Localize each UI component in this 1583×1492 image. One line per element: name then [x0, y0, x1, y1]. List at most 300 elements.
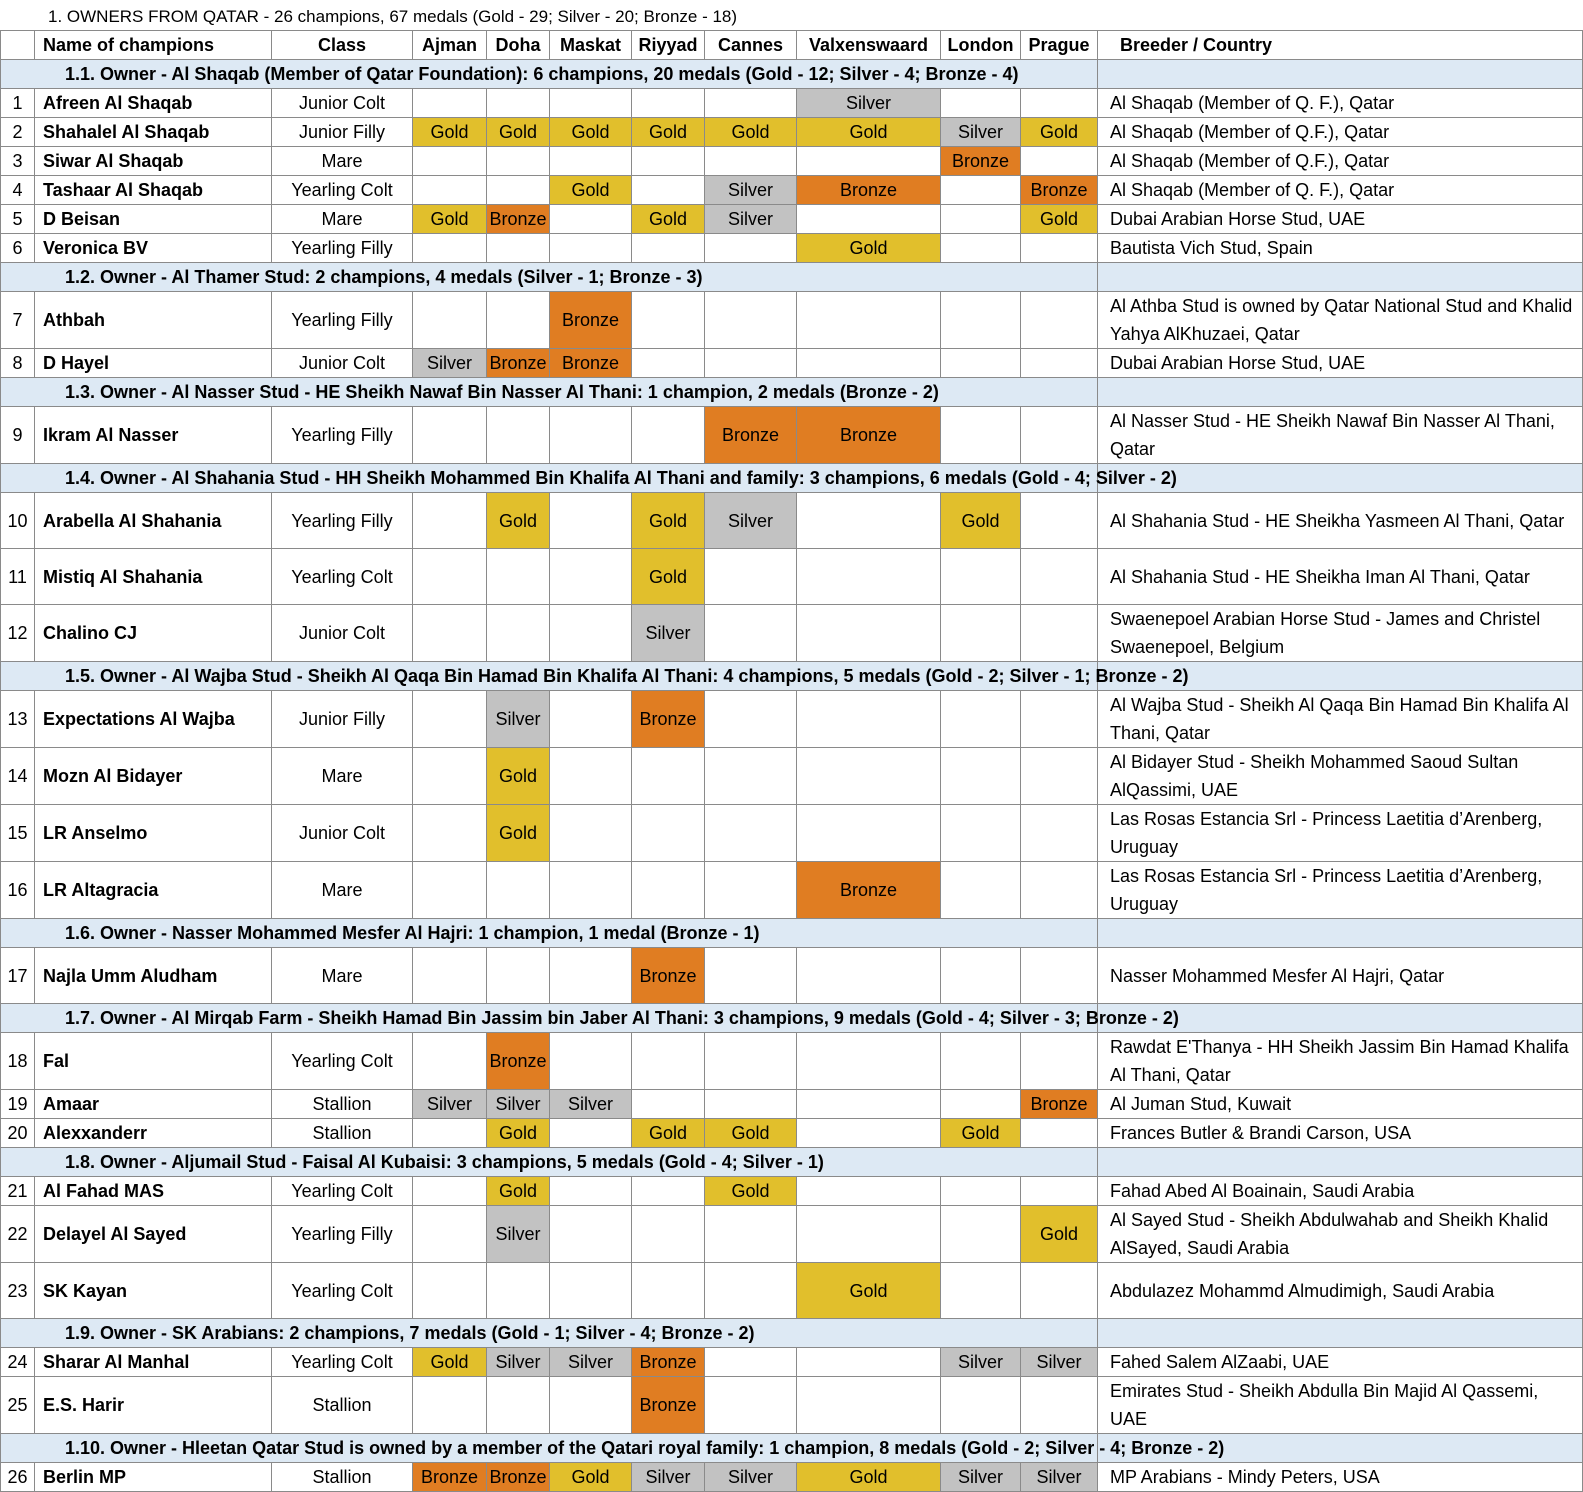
- champion-name: Berlin MP: [35, 1463, 272, 1492]
- table-row: [1, 89, 1583, 118]
- medal-cell-doha: [487, 1377, 550, 1434]
- medal-cell-maskat: [550, 1206, 632, 1263]
- medal-cell-doha: Bronze: [487, 1463, 550, 1492]
- champion-class: Mare: [272, 748, 413, 805]
- table-row: [1, 1206, 1583, 1263]
- table-row: [1, 1177, 1583, 1206]
- medal-cell-maskat: [550, 493, 632, 549]
- section-title: 1.9. Owner - SK Arabians: 2 champions, 7 medals (Gold - 1; Silver - 4; Bronze - 2): [1, 1319, 1098, 1348]
- medal-cell-london: Bronze: [941, 147, 1021, 176]
- medal-cell-ajman: [413, 948, 487, 1004]
- medal-cell-valxenswaard: Gold: [797, 1463, 941, 1492]
- medal-cell-riyyad: Bronze: [632, 691, 705, 748]
- medal-cell-doha: Silver: [487, 1090, 550, 1119]
- medal-cell-doha: Bronze: [487, 205, 550, 234]
- medal-cell-cannes: Silver: [705, 493, 797, 549]
- section-breeder-empty: [1098, 60, 1583, 89]
- row-number: 23: [1, 1263, 35, 1319]
- section-header: [1, 919, 1583, 948]
- medal-cell-prague: [1021, 605, 1098, 662]
- medal-cell-cannes: Bronze: [705, 407, 797, 464]
- section-header: [1, 378, 1583, 407]
- breeder-country: Al Shahania Stud - HE Sheikha Iman Al Thani, Qatar: [1098, 549, 1583, 605]
- medal-cell-prague: [1021, 948, 1098, 1004]
- medal-cell-maskat: [550, 862, 632, 919]
- medal-cell-london: Gold: [941, 1119, 1021, 1148]
- medal-cell-doha: [487, 1263, 550, 1319]
- breeder-country: Al Shahania Stud - HE Sheikha Yasmeen Al Thani, Qatar: [1098, 493, 1583, 549]
- medal-cell-maskat: Gold: [550, 118, 632, 147]
- breeder-country: Fahad Abed Al Boainain, Saudi Arabia: [1098, 1177, 1583, 1206]
- champion-class: Junior Colt: [272, 349, 413, 378]
- medal-cell-ajman: [413, 493, 487, 549]
- medal-cell-london: [941, 1177, 1021, 1206]
- row-number: 19: [1, 1090, 35, 1119]
- medal-cell-doha: [487, 234, 550, 263]
- medal-cell-valxenswaard: [797, 805, 941, 862]
- row-number: 26: [1, 1463, 35, 1492]
- row-number: 4: [1, 176, 35, 205]
- medal-cell-doha: [487, 176, 550, 205]
- medal-cell-maskat: [550, 1263, 632, 1319]
- champion-class: Junior Filly: [272, 691, 413, 748]
- medal-cell-valxenswaard: Gold: [797, 118, 941, 147]
- medal-cell-doha: Silver: [487, 1206, 550, 1263]
- medal-cell-maskat: [550, 147, 632, 176]
- champion-class: Stallion: [272, 1463, 413, 1492]
- medal-cell-doha: [487, 89, 550, 118]
- medal-cell-valxenswaard: [797, 1033, 941, 1090]
- header-show-cannes: Cannes: [705, 31, 797, 60]
- header-breeder: Breeder / Country: [1098, 31, 1583, 60]
- section-breeder-empty: [1098, 919, 1583, 948]
- medal-cell-ajman: [413, 1119, 487, 1148]
- medal-cell-london: [941, 549, 1021, 605]
- table-row: [1, 205, 1583, 234]
- section-title: 1.5. Owner - Al Wajba Stud - Sheikh Al Qaqa Bin Hamad Bin Khalifa Al Thani: 4 champions, 5 medals (Gold - 2; Silver - 1; Bronze - 2): [1, 662, 1098, 691]
- row-number: 16: [1, 862, 35, 919]
- breeder-country: Fahed Salem AlZaabi, UAE: [1098, 1348, 1583, 1377]
- medal-cell-prague: [1021, 1119, 1098, 1148]
- medal-cell-valxenswaard: [797, 1119, 941, 1148]
- medal-cell-valxenswaard: [797, 493, 941, 549]
- section-header: [1, 263, 1583, 292]
- table-row: [1, 862, 1583, 919]
- medal-cell-cannes: [705, 349, 797, 378]
- medal-cell-prague: Gold: [1021, 118, 1098, 147]
- medal-cell-london: Silver: [941, 118, 1021, 147]
- table-row: [1, 948, 1583, 1004]
- medal-cell-prague: [1021, 805, 1098, 862]
- row-number: 11: [1, 549, 35, 605]
- breeder-country: Al Shaqab (Member of Q.F.), Qatar: [1098, 118, 1583, 147]
- medal-cell-maskat: Silver: [550, 1090, 632, 1119]
- medal-cell-cannes: [705, 748, 797, 805]
- champion-name: Tashaar Al Shaqab: [35, 176, 272, 205]
- champion-class: Yearling Colt: [272, 1263, 413, 1319]
- row-number: 25: [1, 1377, 35, 1434]
- medal-cell-riyyad: [632, 176, 705, 205]
- medal-cell-london: [941, 748, 1021, 805]
- medal-cell-valxenswaard: [797, 349, 941, 378]
- medal-cell-london: Silver: [941, 1463, 1021, 1492]
- medal-cell-valxenswaard: Bronze: [797, 862, 941, 919]
- medal-cell-maskat: [550, 1119, 632, 1148]
- row-number: 12: [1, 605, 35, 662]
- medal-cell-doha: Gold: [487, 118, 550, 147]
- breeder-country: Al Wajba Stud - Sheikh Al Qaqa Bin Hamad Bin Khalifa Al Thani, Qatar: [1098, 691, 1583, 748]
- champion-class: Yearling Filly: [272, 234, 413, 263]
- section-breeder-empty: [1098, 263, 1583, 292]
- champion-name: Ikram Al Nasser: [35, 407, 272, 464]
- header-show-valxenswaard: Valxenswaard: [797, 31, 941, 60]
- row-number: 18: [1, 1033, 35, 1090]
- medal-cell-london: [941, 691, 1021, 748]
- medal-cell-doha: Gold: [487, 748, 550, 805]
- medal-cell-london: [941, 1377, 1021, 1434]
- medal-cell-doha: Bronze: [487, 349, 550, 378]
- medal-cell-prague: [1021, 748, 1098, 805]
- medal-cell-doha: Gold: [487, 493, 550, 549]
- table-row: [1, 292, 1583, 349]
- medal-cell-valxenswaard: [797, 292, 941, 349]
- medal-cell-ajman: [413, 1206, 487, 1263]
- medal-cell-prague: [1021, 549, 1098, 605]
- row-number: 10: [1, 493, 35, 549]
- table-row: [1, 1119, 1583, 1148]
- medal-cell-cannes: [705, 691, 797, 748]
- medal-cell-prague: [1021, 407, 1098, 464]
- champion-class: Yearling Colt: [272, 1348, 413, 1377]
- breeder-country: Dubai Arabian Horse Stud, UAE: [1098, 205, 1583, 234]
- header-show-prague: Prague: [1021, 31, 1098, 60]
- medal-cell-ajman: [413, 748, 487, 805]
- table-row: [1, 493, 1583, 549]
- section-breeder-empty: [1098, 378, 1583, 407]
- table-row: [1, 1090, 1583, 1119]
- medal-cell-cannes: [705, 805, 797, 862]
- row-number: 5: [1, 205, 35, 234]
- medal-cell-riyyad: [632, 292, 705, 349]
- champion-name: D Beisan: [35, 205, 272, 234]
- medal-cell-riyyad: [632, 1263, 705, 1319]
- medal-cell-london: [941, 292, 1021, 349]
- champions-table: [0, 30, 1583, 1492]
- row-number: 9: [1, 407, 35, 464]
- medal-cell-cannes: [705, 89, 797, 118]
- medal-cell-prague: [1021, 691, 1098, 748]
- medal-cell-prague: Silver: [1021, 1348, 1098, 1377]
- medal-cell-maskat: [550, 605, 632, 662]
- section-title: 1.4. Owner - Al Shahania Stud - HH Sheikh Mohammed Bin Khalifa Al Thani and family: 3 champions, 6 medals (Gold - 4; Silver - 2): [1, 464, 1098, 493]
- medal-cell-cannes: [705, 605, 797, 662]
- breeder-country: Bautista Vich Stud, Spain: [1098, 234, 1583, 263]
- section-header: [1, 1434, 1583, 1463]
- header-name: Name of champions: [35, 31, 272, 60]
- medal-cell-riyyad: [632, 1177, 705, 1206]
- medal-cell-ajman: Gold: [413, 1348, 487, 1377]
- medal-cell-riyyad: [632, 748, 705, 805]
- medal-cell-valxenswaard: Bronze: [797, 176, 941, 205]
- medal-cell-riyyad: [632, 147, 705, 176]
- row-number: 6: [1, 234, 35, 263]
- medal-cell-doha: Gold: [487, 1177, 550, 1206]
- medal-cell-prague: [1021, 147, 1098, 176]
- medal-cell-valxenswaard: [797, 948, 941, 1004]
- section-title: 1.3. Owner - Al Nasser Stud - HE Sheikh Nawaf Bin Nasser Al Thani: 1 champion, 2 medals (Bronze - 2): [1, 378, 1098, 407]
- medal-cell-prague: [1021, 292, 1098, 349]
- table-row: [1, 1377, 1583, 1434]
- medal-cell-maskat: [550, 549, 632, 605]
- medal-cell-maskat: [550, 205, 632, 234]
- champion-class: Yearling Colt: [272, 176, 413, 205]
- champion-name: Shahalel Al Shaqab: [35, 118, 272, 147]
- row-number: 15: [1, 805, 35, 862]
- section-header: [1, 464, 1583, 493]
- medal-cell-ajman: [413, 549, 487, 605]
- champion-class: Junior Filly: [272, 118, 413, 147]
- medal-cell-cannes: [705, 147, 797, 176]
- medal-cell-valxenswaard: [797, 691, 941, 748]
- medal-cell-riyyad: [632, 89, 705, 118]
- medal-cell-london: [941, 349, 1021, 378]
- medal-cell-cannes: [705, 1206, 797, 1263]
- medal-cell-maskat: Silver: [550, 1348, 632, 1377]
- medal-cell-london: [941, 205, 1021, 234]
- champion-class: Yearling Filly: [272, 292, 413, 349]
- breeder-country: Dubai Arabian Horse Stud, UAE: [1098, 349, 1583, 378]
- champion-class: Mare: [272, 948, 413, 1004]
- champion-name: Fal: [35, 1033, 272, 1090]
- medal-cell-london: [941, 89, 1021, 118]
- breeder-country: Al Nasser Stud - HE Sheikh Nawaf Bin Nasser Al Thani, Qatar: [1098, 407, 1583, 464]
- breeder-country: Las Rosas Estancia Srl - Princess Laetitia d’Arenberg, Uruguay: [1098, 805, 1583, 862]
- section-header: [1, 60, 1583, 89]
- breeder-country: Swaenepoel Arabian Horse Stud - James and Christel Swaenepoel, Belgium: [1098, 605, 1583, 662]
- medal-cell-maskat: Gold: [550, 176, 632, 205]
- champion-class: Yearling Colt: [272, 549, 413, 605]
- medal-cell-prague: Gold: [1021, 205, 1098, 234]
- medal-cell-valxenswaard: [797, 549, 941, 605]
- medal-cell-ajman: [413, 805, 487, 862]
- champion-class: Mare: [272, 205, 413, 234]
- medal-cell-doha: [487, 948, 550, 1004]
- medal-cell-maskat: [550, 691, 632, 748]
- medal-cell-london: [941, 948, 1021, 1004]
- medal-cell-prague: [1021, 1177, 1098, 1206]
- medal-cell-valxenswaard: [797, 1348, 941, 1377]
- section-header: [1, 1319, 1583, 1348]
- table-row: [1, 407, 1583, 464]
- medal-cell-london: [941, 176, 1021, 205]
- champion-name: Sharar Al Manhal: [35, 1348, 272, 1377]
- medal-cell-riyyad: Bronze: [632, 948, 705, 1004]
- header-class: Class: [272, 31, 413, 60]
- champion-name: Najla Umm Aludham: [35, 948, 272, 1004]
- champion-name: Amaar: [35, 1090, 272, 1119]
- section-title: 1.10. Owner - Hleetan Qatar Stud is owned by a member of the Qatari royal family: 1 champion, 8 medals (Gold - 2; Silver - 4; Bronze - 2): [1, 1434, 1098, 1463]
- medal-cell-maskat: Gold: [550, 1463, 632, 1492]
- medal-cell-prague: [1021, 349, 1098, 378]
- medal-cell-doha: [487, 549, 550, 605]
- champion-class: Stallion: [272, 1377, 413, 1434]
- table-row: [1, 118, 1583, 147]
- medal-cell-ajman: [413, 691, 487, 748]
- section-breeder-empty: [1098, 1148, 1583, 1177]
- medal-cell-doha: Gold: [487, 1119, 550, 1148]
- row-number: 2: [1, 118, 35, 147]
- medal-cell-prague: Silver: [1021, 1463, 1098, 1492]
- medal-cell-maskat: [550, 805, 632, 862]
- medal-cell-ajman: [413, 862, 487, 919]
- table-row: [1, 691, 1583, 748]
- table-row: [1, 748, 1583, 805]
- medal-cell-prague: Bronze: [1021, 176, 1098, 205]
- breeder-country: Nasser Mohammed Mesfer Al Hajri, Qatar: [1098, 948, 1583, 1004]
- medal-cell-ajman: [413, 1177, 487, 1206]
- table-row: [1, 805, 1583, 862]
- medal-cell-cannes: Gold: [705, 1177, 797, 1206]
- medal-cell-maskat: [550, 1033, 632, 1090]
- table-row: [1, 549, 1583, 605]
- medal-cell-london: Silver: [941, 1348, 1021, 1377]
- row-number: 14: [1, 748, 35, 805]
- medal-cell-prague: [1021, 1263, 1098, 1319]
- medal-cell-riyyad: Gold: [632, 1119, 705, 1148]
- medal-cell-riyyad: Gold: [632, 205, 705, 234]
- header-show-doha: Doha: [487, 31, 550, 60]
- medal-cell-riyyad: Gold: [632, 493, 705, 549]
- medal-cell-london: [941, 1206, 1021, 1263]
- medal-cell-maskat: [550, 948, 632, 1004]
- medal-cell-cannes: Silver: [705, 176, 797, 205]
- breeder-country: Al Shaqab (Member of Q. F.), Qatar: [1098, 89, 1583, 118]
- medal-cell-london: [941, 805, 1021, 862]
- medal-cell-ajman: Bronze: [413, 1463, 487, 1492]
- champion-name: Al Fahad MAS: [35, 1177, 272, 1206]
- medal-cell-doha: [487, 292, 550, 349]
- champion-name: Veronica BV: [35, 234, 272, 263]
- medal-cell-riyyad: [632, 1206, 705, 1263]
- medal-cell-maskat: [550, 407, 632, 464]
- row-number: 21: [1, 1177, 35, 1206]
- medal-cell-valxenswaard: Bronze: [797, 407, 941, 464]
- champion-class: Yearling Colt: [272, 1177, 413, 1206]
- medal-cell-maskat: [550, 1177, 632, 1206]
- champion-name: D Hayel: [35, 349, 272, 378]
- champion-name: Delayel Al Sayed: [35, 1206, 272, 1263]
- medal-cell-ajman: [413, 407, 487, 464]
- row-number: 24: [1, 1348, 35, 1377]
- medal-cell-cannes: [705, 862, 797, 919]
- medal-cell-ajman: Gold: [413, 118, 487, 147]
- medal-cell-valxenswaard: [797, 147, 941, 176]
- breeder-country: Al Sayed Stud - Sheikh Abdulwahab and Sheikh Khalid AlSayed, Saudi Arabia: [1098, 1206, 1583, 1263]
- breeder-country: Abdulazez Mohammd Almudimigh, Saudi Arabia: [1098, 1263, 1583, 1319]
- medal-cell-cannes: [705, 948, 797, 1004]
- table-row: [1, 1463, 1583, 1492]
- medal-cell-prague: [1021, 1033, 1098, 1090]
- champion-name: Athbah: [35, 292, 272, 349]
- medal-cell-valxenswaard: Silver: [797, 89, 941, 118]
- row-number: 13: [1, 691, 35, 748]
- medal-cell-maskat: [550, 1377, 632, 1434]
- champion-name: Arabella Al Shahania: [35, 493, 272, 549]
- row-number: 7: [1, 292, 35, 349]
- medal-cell-cannes: [705, 549, 797, 605]
- medal-cell-valxenswaard: [797, 1177, 941, 1206]
- medal-cell-ajman: [413, 176, 487, 205]
- champion-class: Mare: [272, 862, 413, 919]
- breeder-country: Al Shaqab (Member of Q.F.), Qatar: [1098, 147, 1583, 176]
- champion-name: Chalino CJ: [35, 605, 272, 662]
- champion-class: Yearling Filly: [272, 407, 413, 464]
- header-show-ajman: Ajman: [413, 31, 487, 60]
- breeder-country: Al Shaqab (Member of Q. F.), Qatar: [1098, 176, 1583, 205]
- medal-cell-cannes: Silver: [705, 205, 797, 234]
- medal-cell-valxenswaard: [797, 1090, 941, 1119]
- section-header: [1, 662, 1583, 691]
- row-number: 8: [1, 349, 35, 378]
- champion-class: Yearling Filly: [272, 493, 413, 549]
- table-row: [1, 176, 1583, 205]
- champion-name: Afreen Al Shaqab: [35, 89, 272, 118]
- medal-cell-cannes: [705, 1377, 797, 1434]
- section-breeder-empty: [1098, 1319, 1583, 1348]
- medal-cell-ajman: [413, 147, 487, 176]
- medal-cell-ajman: [413, 1377, 487, 1434]
- medal-cell-cannes: [705, 1348, 797, 1377]
- medal-cell-riyyad: Silver: [632, 1463, 705, 1492]
- table-row: [1, 234, 1583, 263]
- medal-cell-riyyad: Gold: [632, 549, 705, 605]
- champion-name: Mistiq Al Shahania: [35, 549, 272, 605]
- medal-cell-london: Gold: [941, 493, 1021, 549]
- breeder-country: Rawdat E'Thanya - HH Sheikh Jassim Bin Hamad Khalifa Al Thani, Qatar: [1098, 1033, 1583, 1090]
- header-row: [1, 31, 1583, 60]
- medal-cell-cannes: Silver: [705, 1463, 797, 1492]
- row-number: 17: [1, 948, 35, 1004]
- table-row: [1, 1348, 1583, 1377]
- medal-cell-doha: Gold: [487, 805, 550, 862]
- medal-cell-riyyad: [632, 234, 705, 263]
- table-row: [1, 147, 1583, 176]
- medal-cell-ajman: Silver: [413, 1090, 487, 1119]
- medal-cell-doha: Bronze: [487, 1033, 550, 1090]
- champion-name: LR Altagracia: [35, 862, 272, 919]
- medal-cell-riyyad: [632, 862, 705, 919]
- medal-cell-riyyad: Bronze: [632, 1377, 705, 1434]
- medal-cell-ajman: [413, 89, 487, 118]
- medal-cell-cannes: [705, 1090, 797, 1119]
- medal-cell-cannes: [705, 292, 797, 349]
- champion-class: Junior Colt: [272, 89, 413, 118]
- medal-cell-riyyad: [632, 1090, 705, 1119]
- table-row: [1, 605, 1583, 662]
- medal-cell-london: [941, 407, 1021, 464]
- breeder-country: Al Athba Stud is owned by Qatar National Stud and Khalid Yahya AlKhuzaei, Qatar: [1098, 292, 1583, 349]
- section-title: 1.6. Owner - Nasser Mohammed Mesfer Al Hajri: 1 champion, 1 medal (Bronze - 1): [1, 919, 1098, 948]
- champion-class: Junior Colt: [272, 805, 413, 862]
- champion-name: LR Anselmo: [35, 805, 272, 862]
- champion-class: Stallion: [272, 1090, 413, 1119]
- champion-class: Yearling Filly: [272, 1206, 413, 1263]
- champion-name: Siwar Al Shaqab: [35, 147, 272, 176]
- medal-cell-cannes: [705, 234, 797, 263]
- header-show-riyyad: Riyyad: [632, 31, 705, 60]
- section-header: [1, 1004, 1583, 1033]
- medal-cell-london: [941, 1090, 1021, 1119]
